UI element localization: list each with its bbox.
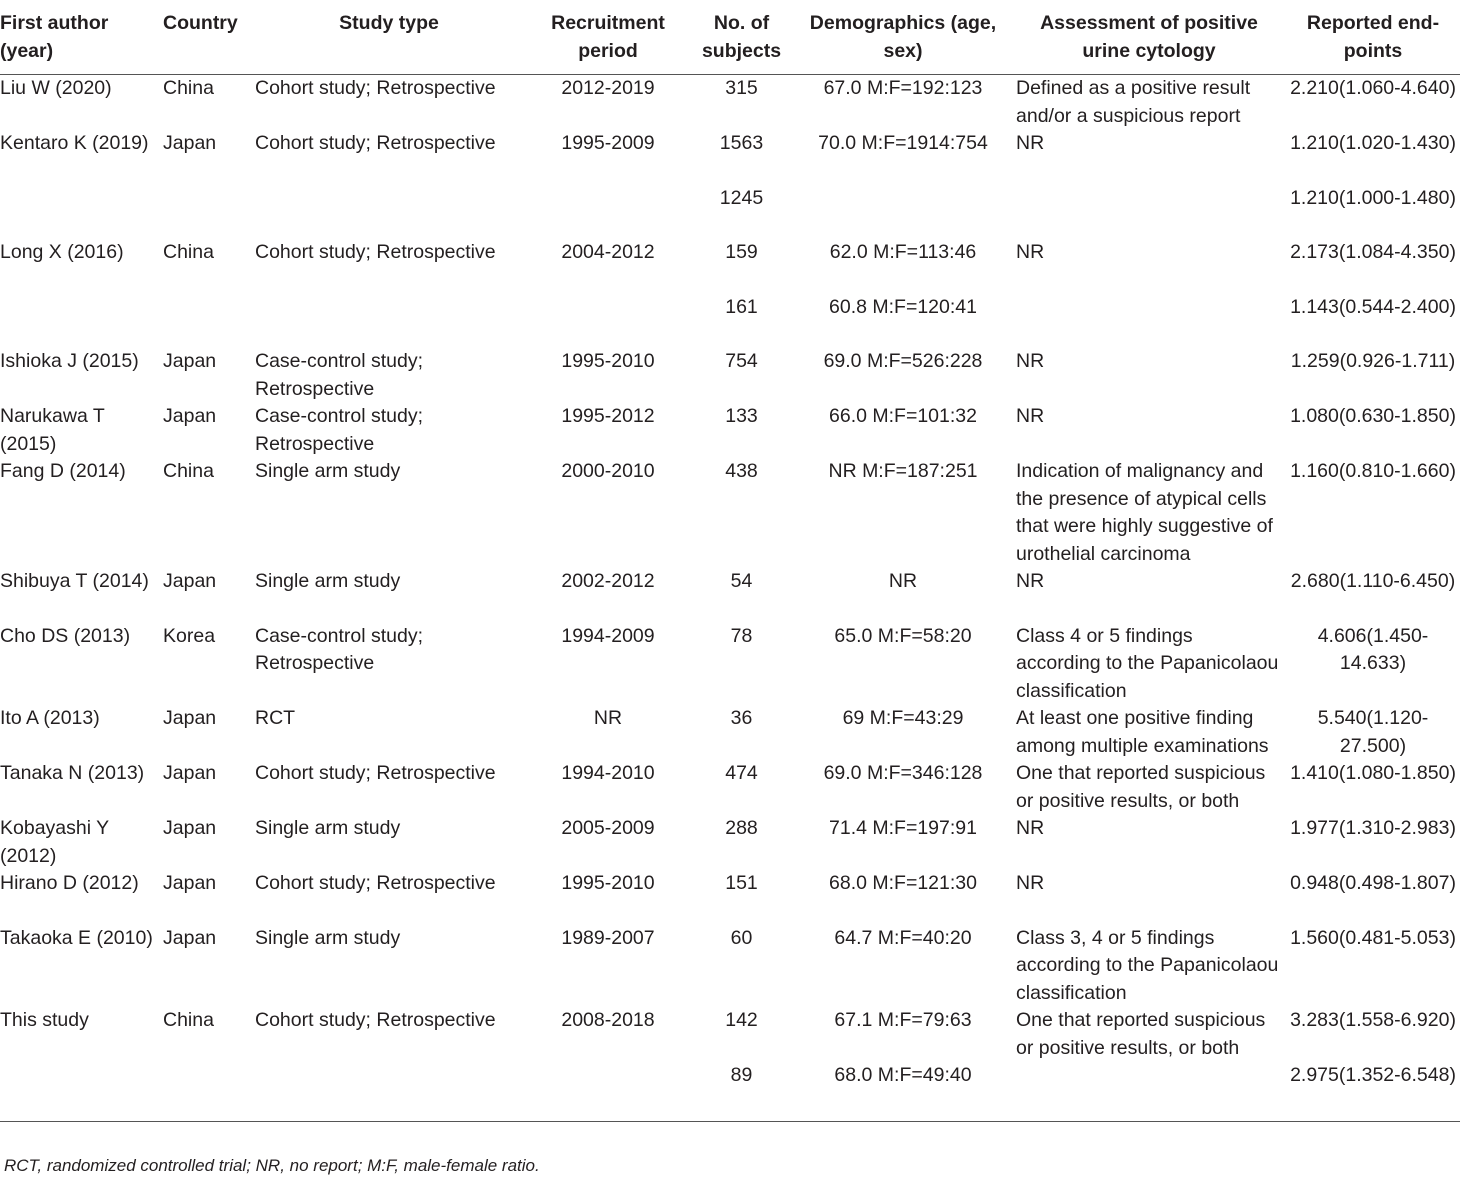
country-cell: China [163,1009,214,1031]
recruitment-period-cell: 1994-2010 [561,762,655,784]
assessment-cell: NR [1016,132,1045,154]
recruitment-period-cell [527,1062,689,1121]
demographics-cell: 62.0 M:F=113:46 [829,241,977,263]
country-cell: Japan [163,405,217,427]
recruitment-period-cell [527,294,689,349]
study-type-cell: Cohort study; Retrospective [255,872,496,894]
recruitment-period-cell: 1995-2012 [561,405,655,427]
table-row [0,815,1460,870]
table-row [0,294,1460,349]
country-cell: Japan [163,872,217,894]
end-points-cell: 1.210(1.020-1.430) [1290,132,1456,154]
recruitment-period-cell: 2012-2019 [561,77,655,99]
demographics-cell: 68.0 M:F=121:30 [829,872,977,894]
table-row [0,403,1460,458]
end-points-cell: 1.143(0.544-2.400) [1290,295,1456,318]
assessment-cell: Indication of malignancy and the presence of atypical cells that were highly suggestive of urothelial carcinoma [1016,460,1273,565]
end-points-cell: 1.160(0.810-1.660) [1290,460,1456,482]
demographics-cell: 64.7 M:F=40:20 [834,926,972,949]
recruitment-period-cell: 2002-2012 [561,570,655,592]
country-cell [159,294,251,349]
study-type-cell [251,294,527,349]
subjects-cell: 474 [725,762,758,784]
header-end-points: Reported end-points [1286,4,1460,75]
end-points-cell: 4.606(1.450-14.633) [1317,624,1429,674]
subjects-cell: 438 [725,460,758,482]
study-type-cell: Case-control study; Retrospective [255,624,423,674]
header-demographics: Demographics (age, sex) [794,4,1012,75]
demographics-cell: 68.0 M:F=49:40 [794,1062,1012,1121]
header-study-type: Study type [251,4,527,75]
study-type-cell: Single arm study [255,926,401,949]
country-cell: Japan [163,926,217,949]
subjects-cell: 133 [725,405,758,427]
study-type-cell: Single arm study [255,570,401,592]
country-cell: Japan [163,762,217,784]
subjects-cell: 151 [725,872,758,894]
subjects-cell: 288 [725,817,758,839]
assessment-cell: One that reported suspicious or positive results, or both [1016,1009,1266,1059]
study-type-cell: Cohort study; Retrospective [255,77,496,99]
recruitment-period-cell: 2000-2010 [561,460,655,482]
demographics-cell: NR M:F=187:251 [828,460,978,482]
end-points-cell: 2.975(1.352-6.548) [1286,1062,1460,1121]
demographics-cell: 70.0 M:F=1914:754 [818,132,988,154]
table-row [0,760,1460,815]
assessment-cell: NR [1016,872,1045,894]
end-points-cell: 5.540(1.120-27.500) [1317,707,1429,757]
header-subjects: No. of subjects [689,4,794,75]
subjects-cell: 36 [730,707,753,729]
assessment-cell [1012,294,1286,349]
subjects-cell: 159 [725,241,758,263]
country-cell: Japan [163,570,217,592]
table-row [0,925,1460,1008]
author-cell: Shibuya T (2014) [0,570,149,592]
author-cell: This study [0,1009,89,1031]
author-cell [0,294,159,349]
assessment-cell: Class 4 or 5 findings according to the Papanicolaou classification [1016,624,1279,702]
subjects-cell: 142 [725,1009,758,1031]
header-author: First author (year) [0,4,159,75]
subjects-cell: 78 [730,624,753,647]
end-points-cell: 1.410(1.080-1.850) [1290,762,1456,784]
end-points-cell: 2.680(1.110-6.450) [1290,570,1456,592]
assessment-cell [1012,185,1286,240]
study-type-cell: Single arm study [255,817,401,839]
assessment-cell [1012,1062,1286,1121]
table-row [0,705,1460,760]
country-cell [159,1062,251,1121]
table-row [0,1062,1460,1121]
demographics-cell: 69 M:F=43:29 [842,707,964,729]
recruitment-period-cell: 1995-2010 [561,872,655,894]
country-cell: China [163,460,214,482]
assessment-cell: Class 3, 4 or 5 findings according to the Papanicolaou classification [1016,926,1279,1004]
recruitment-period-cell: 1995-2009 [561,132,655,154]
demographics-cell: 69.0 M:F=346:128 [823,762,983,784]
author-cell: Takaoka E (2010) [0,926,153,949]
table-row [0,458,1460,568]
end-points-cell: 1.080(0.630-1.850) [1290,405,1456,427]
end-points-cell: 2.173(1.084-4.350) [1290,241,1456,263]
country-cell: Japan [163,132,217,154]
subjects-cell: 161 [725,295,758,318]
recruitment-period-cell: 2004-2012 [561,241,655,263]
table-row [0,623,1460,706]
table-footnote: RCT, randomized controlled trial; NR, no report; M:F, male-female ratio. [4,1156,540,1175]
country-cell: Japan [163,707,217,729]
table-row [0,870,1460,925]
author-cell: Hirano D (2012) [0,872,139,894]
end-points-cell: 1.210(1.000-1.480) [1290,186,1456,209]
country-cell: Japan [163,350,217,372]
end-points-cell: 1.259(0.926-1.711) [1290,350,1456,372]
table-row [0,348,1460,403]
header-assessment: Assessment of positive urine cytology [1012,4,1286,75]
author-cell: Ito A (2013) [0,707,100,729]
author-cell [0,185,159,240]
study-type-cell [251,1062,527,1121]
demographics-cell [794,185,1012,240]
author-cell: Kentaro K (2019) [0,132,149,154]
demographics-cell: 66.0 M:F=101:32 [829,405,977,427]
author-cell: Long X (2016) [0,241,124,263]
assessment-cell: Defined as a positive result and/or a suspicious report [1016,77,1251,127]
demographics-cell: 60.8 M:F=120:41 [829,295,977,318]
assessment-cell: NR [1016,350,1045,372]
country-cell: China [163,77,214,99]
study-type-cell: Single arm study [255,460,401,482]
end-points-cell: 3.283(1.558-6.920) [1290,1009,1456,1031]
end-points-cell: 1.560(0.481-5.053) [1290,926,1456,949]
subjects-cell: 60 [730,926,753,949]
study-type-cell: Cohort study; Retrospective [255,241,496,263]
header-recruitment-period: Recruitment period [527,4,689,75]
demographics-cell: 67.0 M:F=192:123 [823,77,983,99]
subjects-cell: 1245 [719,186,764,209]
subjects-cell: 89 [689,1062,794,1121]
subjects-cell: 754 [725,350,758,372]
table-row [0,1007,1460,1062]
recruitment-period-cell: 1989-2007 [561,926,655,949]
end-points-cell: 2.210(1.060-4.640) [1290,77,1456,99]
table-row [0,130,1460,185]
study-type-cell: Case-control study; Retrospective [255,405,423,455]
author-cell: Fang D (2014) [0,460,126,482]
recruitment-period-cell: NR [593,707,623,729]
country-cell [159,185,251,240]
study-type-cell: RCT [255,707,296,729]
assessment-cell: One that reported suspicious or positive results, or both [1016,762,1266,812]
country-cell: Japan [163,817,217,839]
table-row [0,75,1460,131]
header-country: Country [159,4,251,75]
studies-table [0,4,1460,1122]
study-type-cell: Cohort study; Retrospective [255,1009,496,1031]
study-type-cell [251,185,527,240]
recruitment-period-cell: 2008-2018 [561,1009,655,1031]
study-type-cell: Cohort study; Retrospective [255,132,496,154]
header-row [0,4,1460,75]
demographics-cell: NR [888,570,918,592]
author-cell: Narukawa T (2015) [0,405,105,455]
subjects-cell: 315 [725,77,758,99]
study-type-cell: Case-control study; Retrospective [255,350,423,400]
assessment-cell: NR [1016,570,1045,592]
assessment-cell: At least one positive finding among multiple examinations [1016,707,1269,757]
table-row [0,568,1460,623]
table-row [0,185,1460,240]
country-cell: Korea [163,624,216,647]
assessment-cell: NR [1016,241,1045,263]
author-cell: Ishioka J (2015) [0,350,139,372]
demographics-cell: 71.4 M:F=197:91 [829,817,977,839]
subjects-cell: 1563 [719,132,764,154]
author-cell: Kobayashi Y (2012) [0,817,109,867]
author-cell: Liu W (2020) [0,77,112,99]
assessment-cell: NR [1016,817,1045,839]
author-cell: Cho DS (2013) [0,624,131,647]
recruitment-period-cell [527,185,689,240]
demographics-cell: 69.0 M:F=526:228 [823,350,983,372]
table-row [0,239,1460,294]
recruitment-period-cell: 2005-2009 [561,817,655,839]
demographics-cell: 65.0 M:F=58:20 [834,624,972,647]
end-points-cell: 1.977(1.310-2.983) [1290,817,1456,839]
assessment-cell: NR [1016,405,1045,427]
study-type-cell: Cohort study; Retrospective [255,762,496,784]
recruitment-period-cell: 1994-2009 [561,624,655,647]
country-cell: China [163,241,214,263]
author-cell [0,1062,159,1121]
end-points-cell: 0.948(0.498-1.807) [1290,872,1456,894]
recruitment-period-cell: 1995-2010 [561,350,655,372]
subjects-cell: 54 [730,570,753,592]
author-cell: Tanaka N (2013) [0,762,145,784]
demographics-cell: 67.1 M:F=79:63 [834,1009,972,1031]
